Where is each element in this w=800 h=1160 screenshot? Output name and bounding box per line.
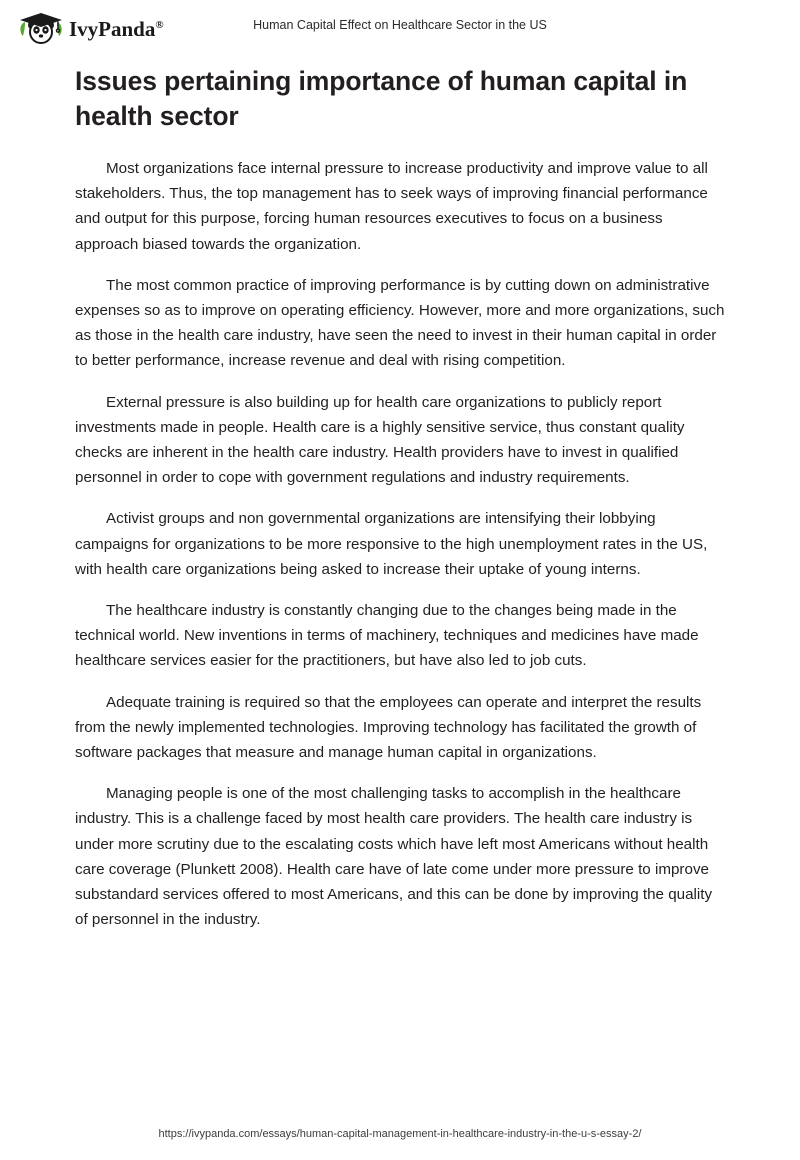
- header-document-title: Human Capital Effect on Healthcare Sector in the US: [253, 18, 547, 32]
- page-title: Issues pertaining importance of human capital in health sector: [75, 66, 688, 131]
- paragraph: Managing people is one of the most challenging tasks to accomplish in the healthcare industry. This is a challenge faced by most health care providers. The health care industry is under more scrutiny due to the escalating costs which have left most Americans without health care coverage (Plunkett 2008). Health care have of late come under more pressure to improve substandard services offered to most Americans, and this can be done by improving the quality of personnel in the industry.: [75, 785, 713, 929]
- paragraph: External pressure is also building up for health care organizations to publicly report investments made in people. Health care is a highly sensitive service, thus constant quality checks are inherent in the health care industry. Health providers have to invest in qualified personnel in order to cope with government regulations and industry requirements.: [75, 393, 685, 487]
- paragraph: Activist groups and non governmental organizations are intensifying their lobbying campaigns for organizations to be more responsive to the high unemployment rates in the US, with health care organizations being asked to increase their uptake of young interns.: [75, 510, 708, 578]
- registered-mark: ®: [155, 18, 164, 31]
- paragraph: Most organizations face internal pressure to increase productivity and improve value to all stakeholders. Thus, the top management has to seek ways of improving financial performance and output for this purpose, forcing human resources executives to focus on a business approach biased towards the organization.: [75, 160, 708, 253]
- paragraph: The most common practice of improving performance is by cutting down on administrative expenses so as to improve on operating efficiency. However, more and more organizations, such as those in the health care industry, have seen the need to invest in their human capital in order to better performance, increase revenue and deal with rising competition.: [75, 276, 725, 370]
- page-header: [0, 0, 800, 56]
- source-url-link[interactable]: https://ivypanda.com/essays/human-capital-management-in-healthcare-industry-in-the-u-s-essay-2/: [158, 1128, 642, 1140]
- paragraph: The healthcare industry is constantly changing due to the changes being made in the technical world. New inventions in terms of machinery, techniques and medicines have made healthcare services easier for the practitioners, but have also led to job cuts.: [75, 602, 699, 670]
- paragraph: Adequate training is required so that the employees can operate and interpret the results from the newly implemented technologies. Improving technology has facilitated the growth of software packages that measure and manage human capital in organizations.: [75, 693, 702, 762]
- brand-name: IvyPanda®: [69, 16, 164, 41]
- page-footer: [0, 1128, 800, 1140]
- document-body: [75, 64, 725, 948]
